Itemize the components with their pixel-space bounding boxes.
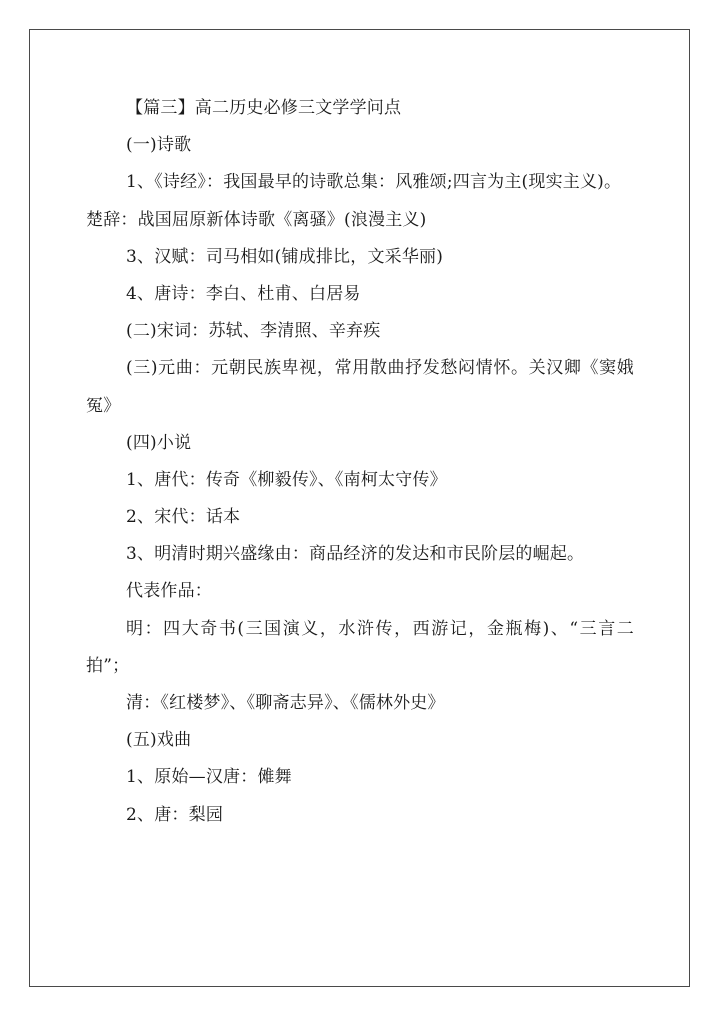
paragraph-representative-works: 代表作品： [126,581,212,602]
paragraph-tang-fiction: 1、唐代：传奇《柳毅传》、《南柯太守传》 [126,469,447,490]
paragraph-song-fiction: 2、宋代：话本 [126,507,241,528]
paragraph-ming-works: 明：四大奇书(三国演义，水浒传，西游记，金瓶梅)、“三言二拍”； [86,618,634,676]
subheading-songci: (二)宋词：苏轼、李清照、辛弃疾 [126,321,381,342]
subheading-yuanqu: (三)元曲：元朝民族卑视，常用散曲抒发愁闷情怀。关汉卿《窦娥冤》 [86,358,634,416]
subheading-poetry: (一)诗歌 [126,135,192,156]
paragraph-drama-origin: 1、原始—汉唐：傩舞 [126,767,292,788]
paragraph-mingqing-reason: 3、明清时期兴盛缘由：商品经济的发达和市民阶层的崛起。 [126,544,585,565]
paragraph-drama-tang: 2、唐：梨园 [126,804,224,825]
paragraph-tangshi: 4、唐诗：李白、杜甫、白居易 [126,283,361,304]
subheading-fiction: (四)小说 [126,432,192,453]
paragraph-chuci: 楚辞：战国屈原新体诗歌《离骚》(浪漫主义) [86,209,427,230]
paragraph-hanfu: 3、汉赋：司马相如(铺成排比，文采华丽) [126,246,444,267]
paragraph-shijing: 1、《诗经》：我国最早的诗歌总集：风雅颂;四言为主(现实主义)。 [126,172,622,193]
paragraph-qing-works: 清：《红楼梦》、《聊斋志异》、《儒林外史》 [126,693,445,714]
document-body [86,90,634,834]
subheading-drama: (五)戏曲 [126,730,192,751]
section-heading: 【篇三】高二历史必修三文学学问点 [126,98,402,118]
